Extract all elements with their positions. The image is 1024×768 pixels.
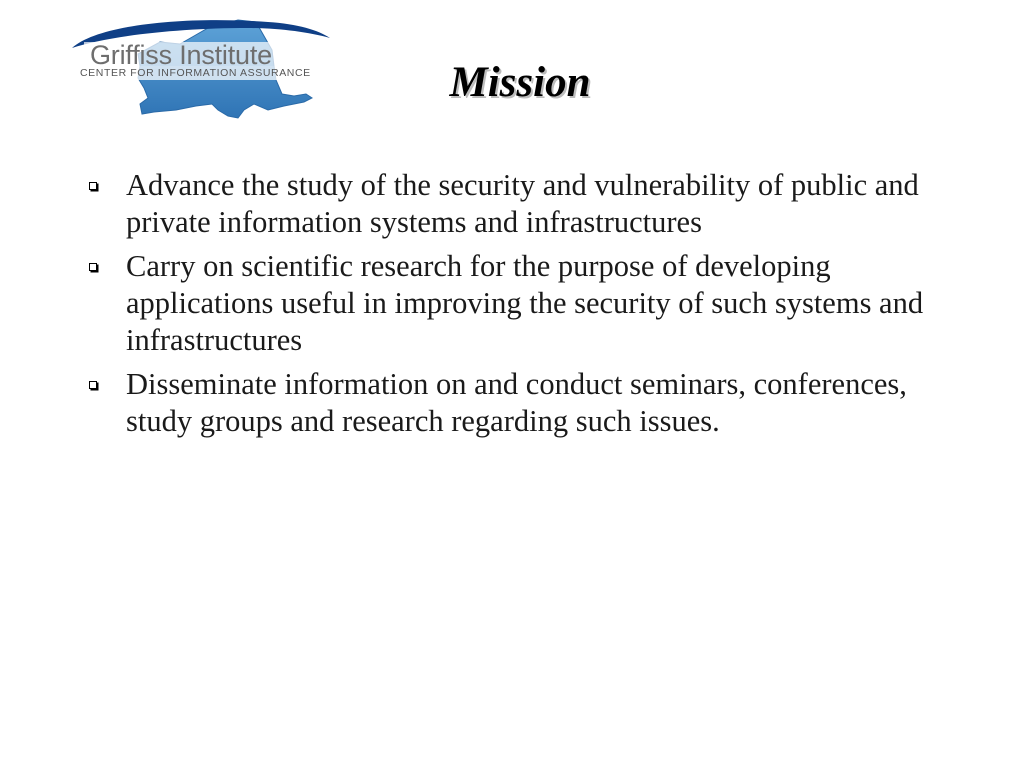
logo-subtitle: CENTER FOR INFORMATION ASSURANCE [80, 67, 311, 79]
logo-title: Griffiss Institute [90, 40, 272, 70]
bullet-text: Advance the study of the security and vulnerability of public and private information systems and infrastructures [126, 168, 919, 239]
mission-list [87, 167, 947, 447]
list-item [87, 167, 947, 241]
list-item [87, 248, 947, 359]
square-bullet-icon [89, 182, 97, 190]
square-bullet-icon [89, 263, 97, 271]
bullet-text: Disseminate information on and conduct seminars, conferences, study groups and research regarding such issues. [126, 367, 907, 438]
bullet-text: Carry on scientific research for the purpose of developing applications useful in improving the security of such systems and infrastructures [126, 249, 924, 357]
slide-title: Mission [449, 59, 591, 106]
square-bullet-icon [89, 381, 97, 389]
list-item [87, 366, 947, 440]
